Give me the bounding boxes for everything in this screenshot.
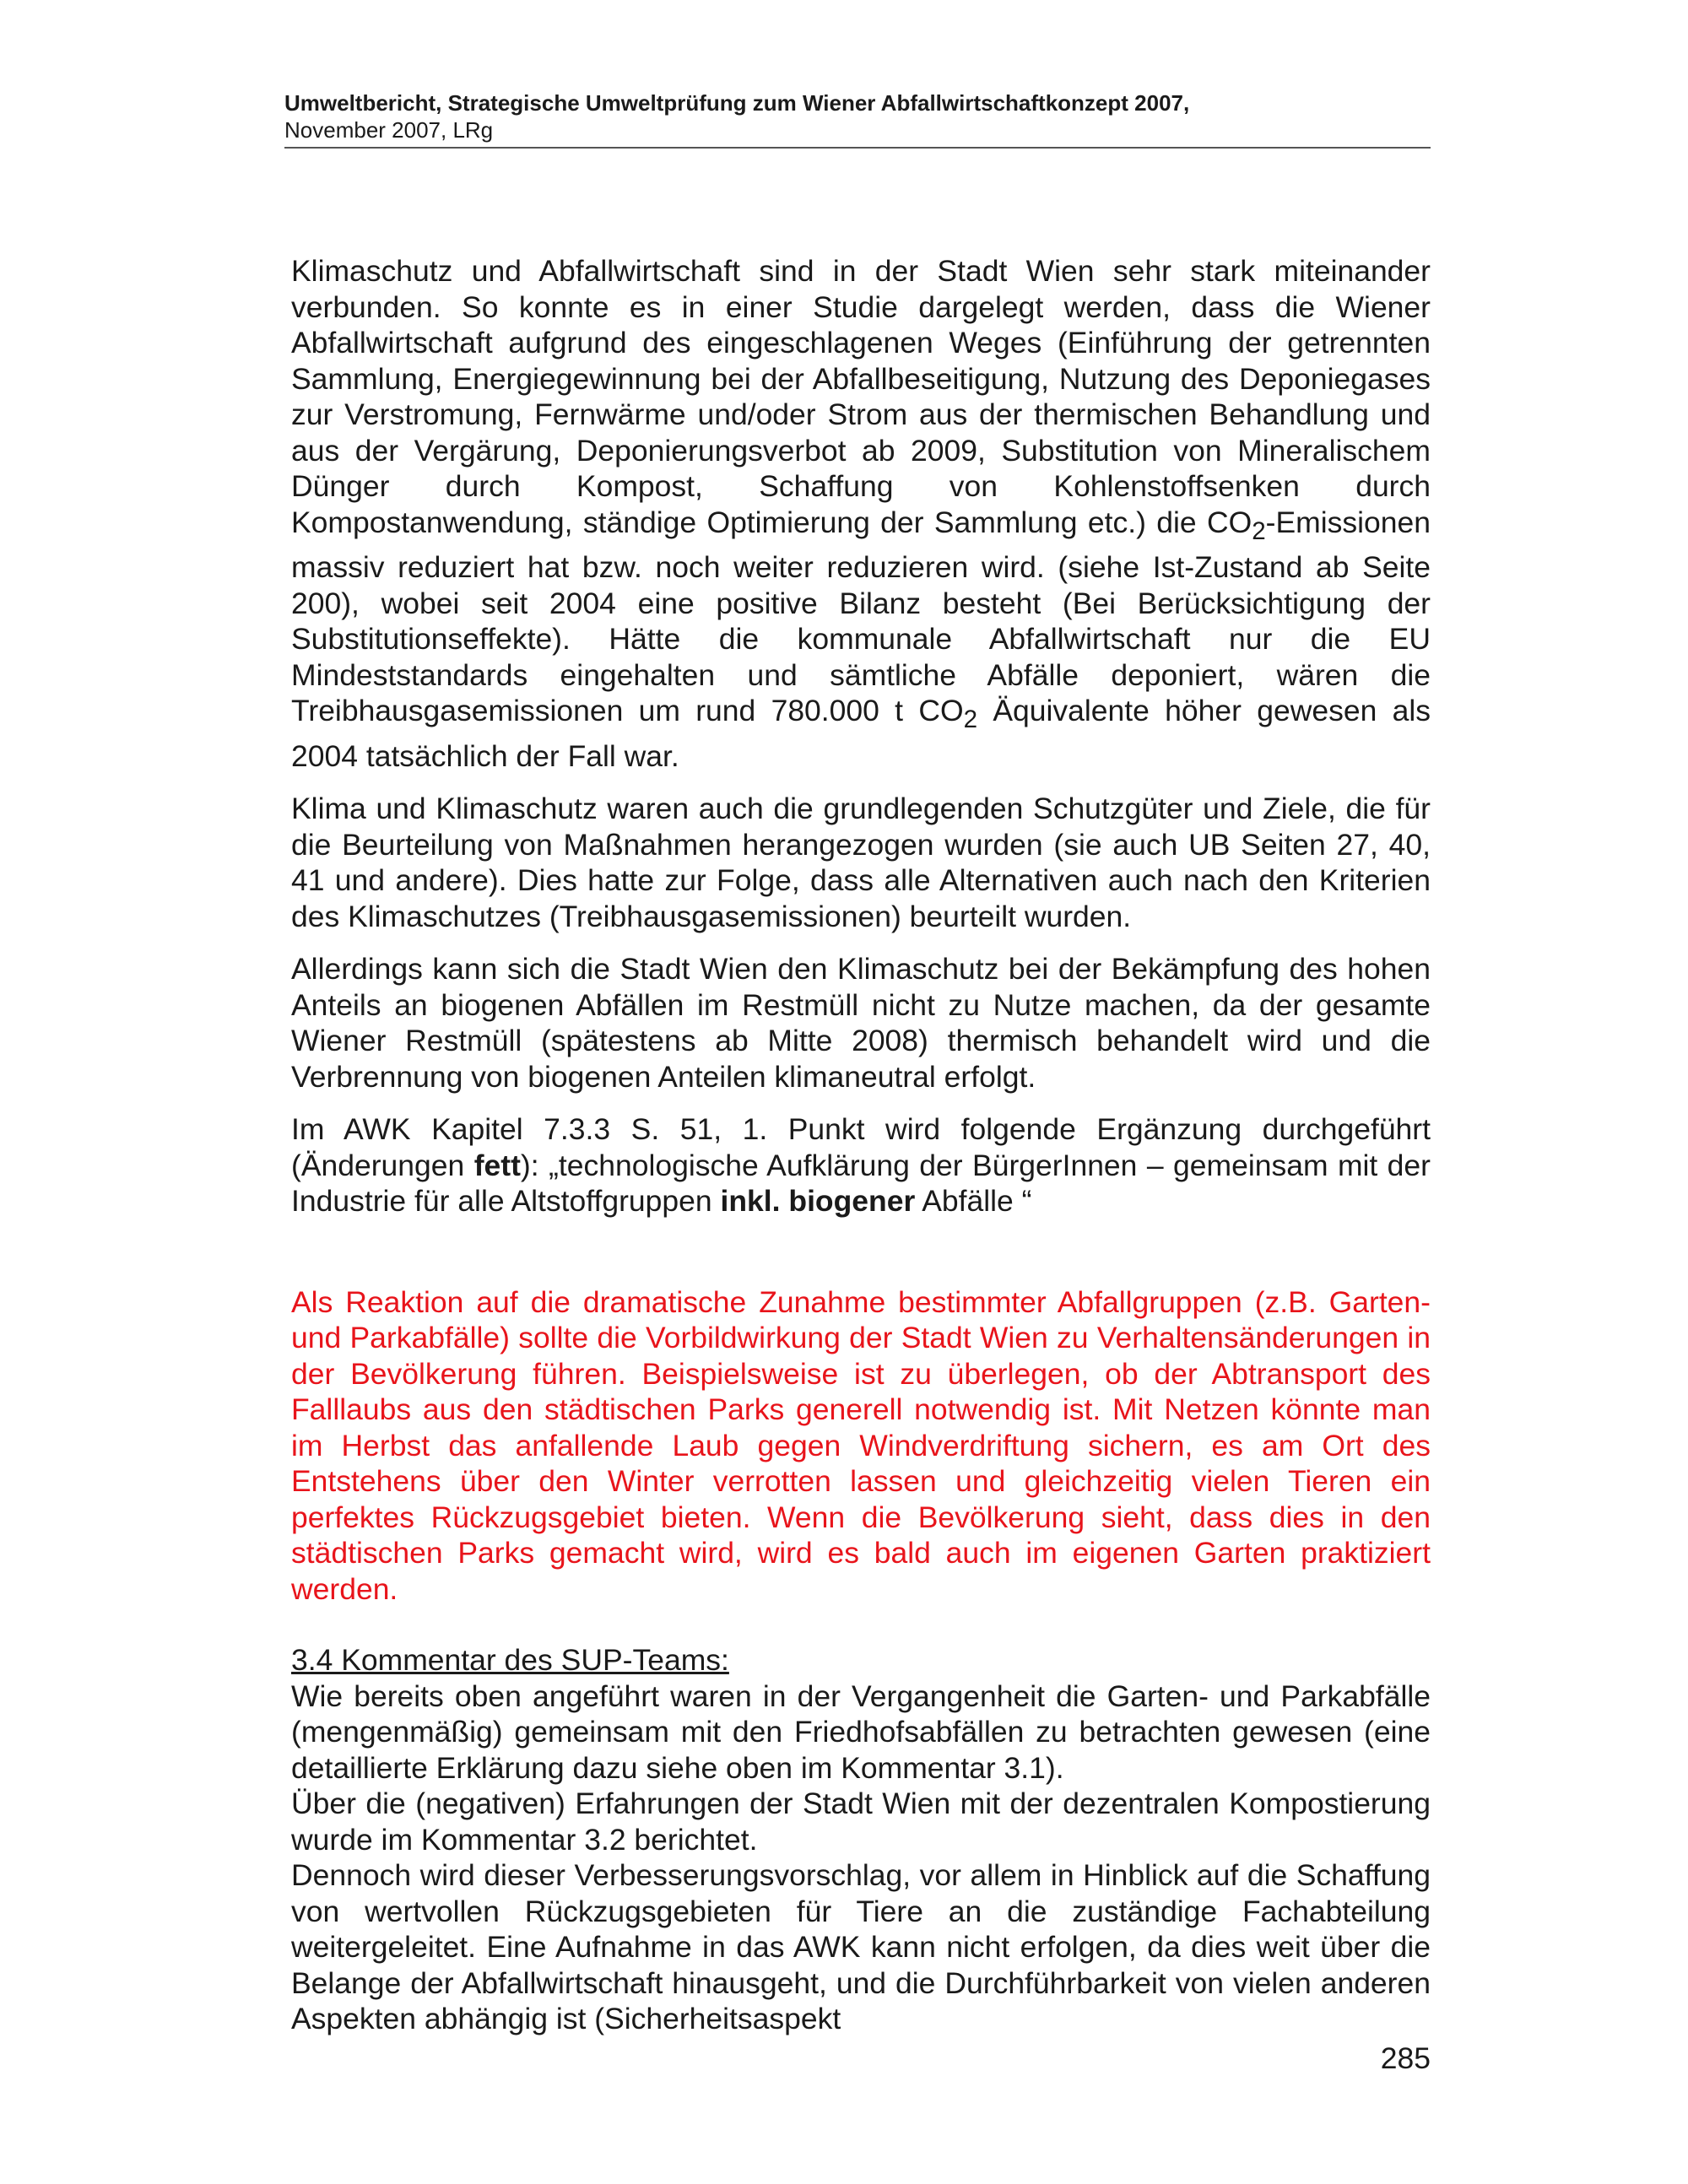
paragraph-awk-amendment (291, 1111, 1431, 1219)
paragraph-text: -Emissionen massiv reduziert hat bzw. noch weiter reduzieren wird. (siehe Ist-Zustand ab Seite 200), wobei seit 2004 eine positive Bilanz besteht (Bei Berücksichtigung der Substitutionseffekte). Hätte die kommunale Abfallwirtschaft nur die EU Mindeststandards eingehalten und sämtliche Abfälle deponiert, wären die Treibhausgasemissionen um rund 780.000 t CO (291, 505, 1431, 728)
page-number: 285 (1380, 2041, 1431, 2075)
comment-line: Dennoch wird dieser Verbesserungsvorschlag, vor allem in Hinblick auf die Schaffung von wertvollen Rückzugsgebieten für Tiere an die zuständige Fachabteilung weitergeleitet. Eine Aufnahme in das AWK kann nicht erfolgen, da dies weit über die Belange der Abfallwirtschaft hinausgeht, und die Durchführbarkeit von vielen anderen Aspekten abhängig ist (Sicherheitsaspekt (291, 1858, 1431, 2036)
paragraph-text: Klimaschutz und Abfallwirtschaft sind in der Stadt Wien sehr stark miteinander verbunden. So konnte es in einer Studie dargelegt werden, dass die Wiener Abfallwirtschaft aufgrund des eingeschlagenen Weges (Einführung der getrennten Sammlung, Energiegewinnung bei der Abfallbeseitigung, Nutzung des Deponiegases zur Verstromung, Fernwärme und/oder Strom aus der thermischen Behandlung und aus der Vergärung, Deponierungsverbot ab 2009, Substitution von Mineralischem Dünger durch Kompost, Schaffung von Kohlenstoffsenken durch Kompostanwendung, ständige Optimierung der Sammlung etc.) die CO (291, 254, 1431, 539)
bold-text: fett (473, 1148, 521, 1182)
header-title-suffix: , (1183, 90, 1190, 116)
subscript-2: 2 (1252, 516, 1266, 545)
comment-line: Über die (negativen) Erfahrungen der Stadt Wien mit der dezentralen Kompostierung wurde im Kommentar 3.2 berichtet. (291, 1787, 1431, 1857)
page-body (291, 253, 1431, 2037)
comment-line: Wie bereits oben angeführt waren in der Vergangenheit die Garten- und Parkabfälle (mengenmäßig) gemeinsam mit den Friedhofsabfällen zu betrachten gewesen (eine detaillierte Erklärung dazu siehe oben im Kommentar 3.1). (291, 1679, 1431, 1785)
paragraph-residual-waste: Allerdings kann sich die Stadt Wien den Klimaschutz bei der Bekämpfung des hohen Anteils an biogenen Abfällen im Restmüll nicht zu Nutze machen, da der gesamte Wiener Restmüll (spätestens ab Mitte 2008) thermisch behandelt wird und die Verbrennung von biogenen Anteilen klimaneutral erfolgt. (291, 952, 1431, 1094)
paragraph-climate-waste (291, 253, 1431, 774)
paragraph-red-proposal: Als Reaktion auf die dramatische Zunahme bestimmter Abfallgruppen (z.B. Garten- und Parkabfälle) sollte die Vorbildwirkung der Stadt Wien zu Verhaltensänderungen in der Bevölkerung führen. Beispielsweise ist zu überlegen, ob der Abtransport des Falllaubs aus den städtischen Parks generell notwendig ist. Mit Netzen könnte man im Herbst das anfallende Laub gegen Windverdriftung sichern, es am Ort des Entstehens über den Winter verrotten lassen und gleichzeitig vielen Tieren ein perfektes Rückzugsgebiet bieten. Wenn die Bevölkerung sieht, dass dies in den städtischen Parks gemacht wird, wird es bald auch im eigenen Garten praktiziert werden. (291, 1284, 1431, 1606)
comment-heading: 3.4 Kommentar des SUP-Teams: (291, 1643, 729, 1678)
header-title-text: Umweltbericht, Strategische Umweltprüfung zum Wiener Abfallwirtschaftkonzept 2007 (284, 90, 1183, 116)
header-subtitle: November 2007, LRg (284, 117, 494, 143)
paragraph-text: ): „technologische Aufklärung der BürgerInnen – gemeinsam mit der Industrie für alle Altstoffgruppen (291, 1148, 1431, 1219)
paragraph-text: Äquivalente höher gewesen als 2004 tatsächlich der Fall war. (291, 694, 1431, 773)
header-title (284, 89, 1431, 116)
paragraph-text: Im AWK Kapitel 7.3.3 S. 51, 1. Punkt wird folgende Ergänzung durchgeführt (Änderungen (291, 1112, 1431, 1182)
paragraph-climate-protection: Klima und Klimaschutz waren auch die grundlegenden Schutzgüter und Ziele, die für die Beurteilung von Maßnahmen herangezogen wurden (sie auch UB Seiten 27, 40, 41 und andere). Dies hatte zur Folge, dass alle Alternativen auch nach den Kriterien des Klimaschutzes (Treibhausgasemissionen) beurteilt wurden. (291, 792, 1431, 933)
paragraph-text: Abfälle “ (915, 1184, 1032, 1219)
bold-text: inkl. biogener (720, 1184, 916, 1219)
comment-section (291, 1642, 1431, 2037)
subscript-2: 2 (963, 705, 978, 734)
page-header (284, 89, 1431, 149)
